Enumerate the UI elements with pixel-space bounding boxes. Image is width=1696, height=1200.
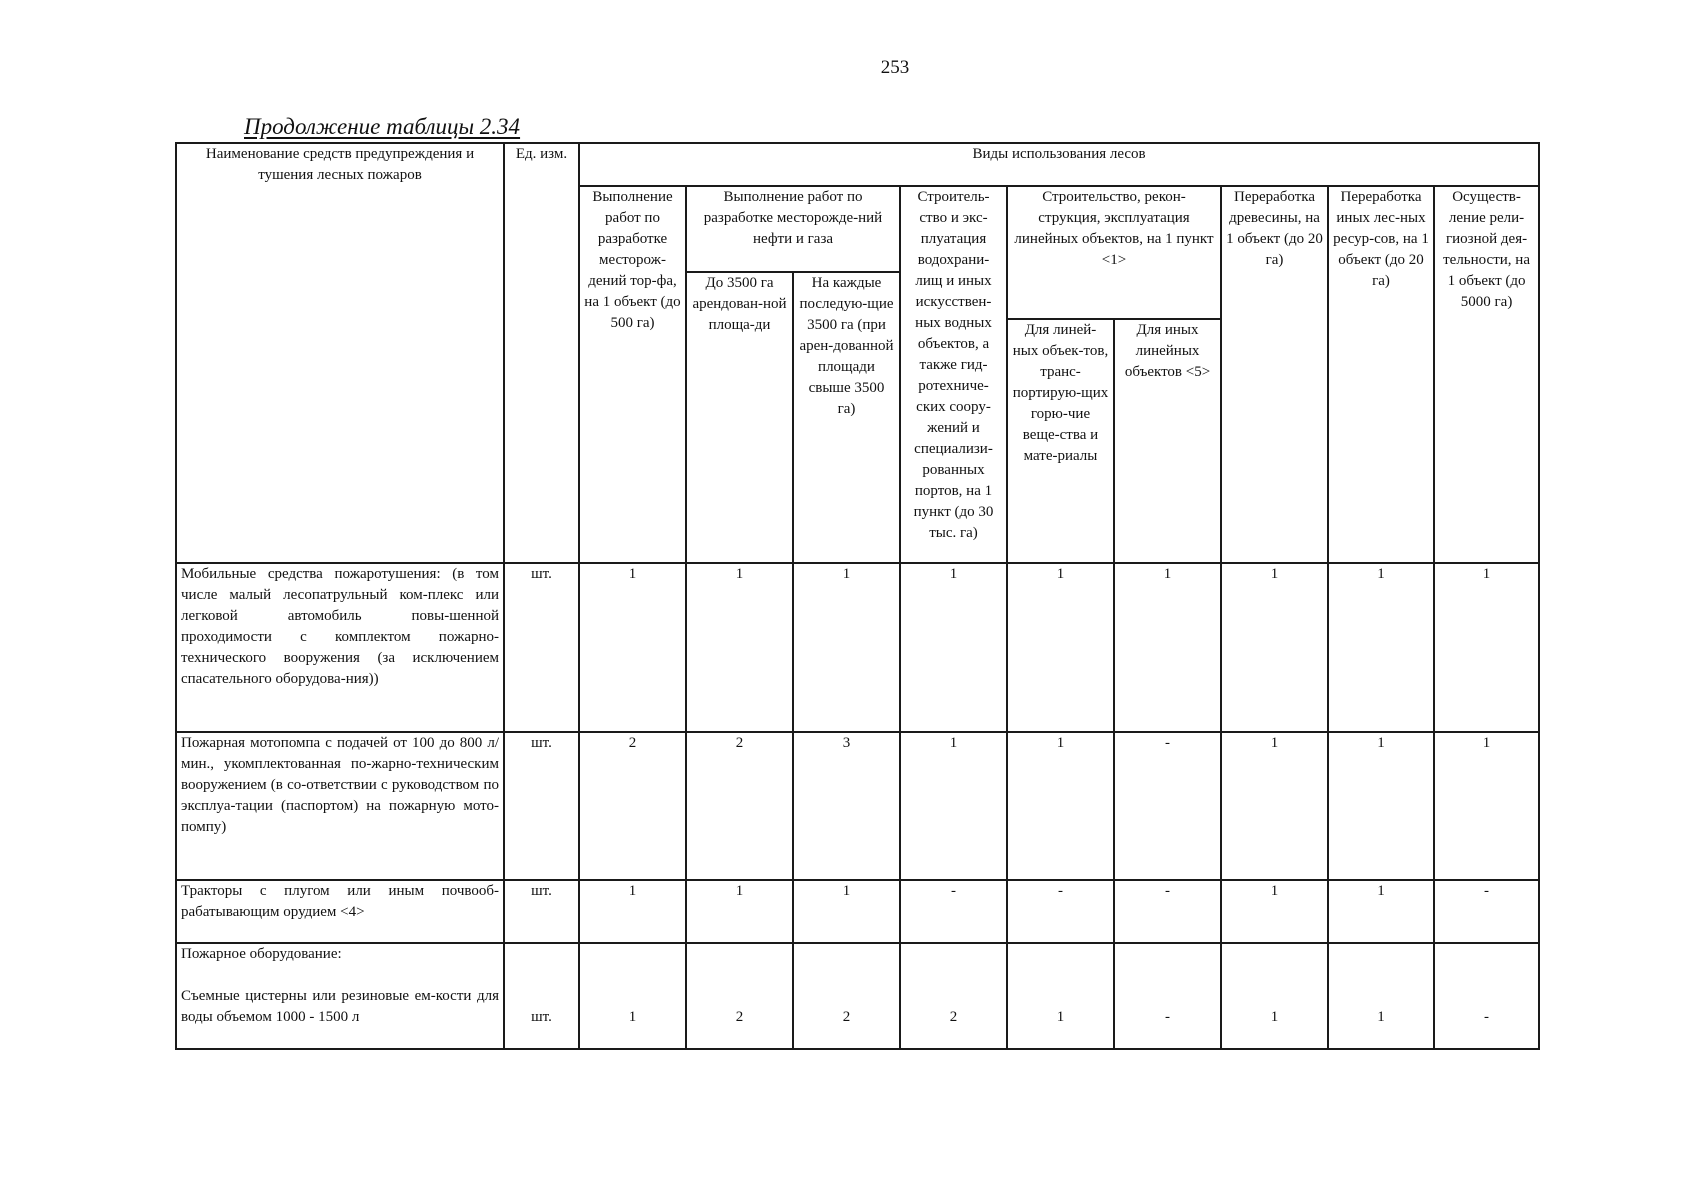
cell-value: 1: [1114, 563, 1221, 732]
cell-value-text: 2: [949, 1009, 958, 1025]
row-unit: [504, 943, 579, 1049]
row-group-heading: Пожарное оборудование:: [181, 946, 342, 962]
cell-value: 1: [1221, 880, 1328, 943]
cell-value: [1328, 943, 1434, 1049]
cell-value: 1: [793, 563, 900, 732]
cell-value: [1114, 943, 1221, 1049]
row-unit: шт.: [504, 880, 579, 943]
header-oil-gas-each-next-3500: На каждые последую-щие 3500 га (при арен-дованной площади свыше 3500 га): [793, 272, 900, 563]
cell-value-text: 1: [1377, 1009, 1385, 1025]
header-linear-objects: Строительство, рекон-струкция, эксплуатация линейных объектов, на 1 пункт <1>: [1007, 186, 1221, 319]
cell-value: 1: [686, 563, 793, 732]
cell-value: 1: [579, 880, 686, 943]
cell-value: -: [1114, 732, 1221, 880]
row-unit: шт.: [504, 732, 579, 880]
cell-value: [793, 943, 900, 1049]
cell-value: 1: [1434, 732, 1539, 880]
page-number: 253: [880, 57, 910, 78]
table-caption: Продолжение таблицы 2.34: [244, 114, 521, 139]
cell-value: -: [1434, 880, 1539, 943]
cell-value: 1: [579, 563, 686, 732]
row-name: Пожарная мотопомпа с подачей от 100 до 800 л/мин., укомплектованная по-жарно-техническим вооружением (в со-ответствии с руководством по эксплуа-тации (паспортом) на пожарную мото-помпу): [176, 732, 504, 880]
header-linear-fuel-transport: Для линей-ных объек-тов, транс-портирую-щих горю-чие веще-ства и мате-риалы: [1007, 319, 1114, 563]
cell-value-text: 1: [628, 1009, 637, 1025]
cell-value: [686, 943, 793, 1049]
cell-value: 1: [1007, 732, 1114, 880]
cell-value: 1: [1328, 563, 1434, 732]
table-row: [176, 732, 1539, 880]
cell-value-text: 2: [842, 1009, 851, 1025]
cell-value: 1: [1221, 563, 1328, 732]
table-row: [176, 880, 1539, 943]
cell-value: 1: [1221, 732, 1328, 880]
cell-value: 1: [1328, 732, 1434, 880]
cell-value-text: -: [1484, 1009, 1490, 1025]
cell-value-text: 2: [735, 1009, 744, 1025]
table-row: [176, 943, 1539, 1049]
row-name: Тракторы с плугом или иным почвооб-рабатывающим орудием <4>: [176, 880, 504, 943]
cell-value: 1: [900, 732, 1007, 880]
cell-value-text: -: [1165, 1009, 1170, 1025]
table-row: [176, 563, 1539, 732]
cell-value: [1434, 943, 1539, 1049]
cell-value: 1: [1328, 880, 1434, 943]
header-wood-processing: Переработка древесины, на 1 объект (до 20 га): [1221, 186, 1328, 563]
header-other-resources-processing: Переработка иных лес-ных ресур-сов, на 1 объект (до 20 га): [1328, 186, 1434, 563]
header-linear-other: Для иных линейных объектов <5>: [1114, 319, 1221, 563]
cell-value: 1: [1434, 563, 1539, 732]
cell-value: 1: [793, 880, 900, 943]
header-reservoirs-construction: Строитель-ство и экс-плуатация водохрани-лищ и иных искусствен-ных водных объектов, а также гид-ротехниче-ских соору-жений и специализи-рованных портов, на 1 пункт (до 30 тыс. га): [900, 186, 1007, 563]
cell-value: 2: [579, 732, 686, 880]
cell-value: 1: [686, 880, 793, 943]
header-religious-activity: Осуществ-ление рели-гиозной дея-тельности, на 1 объект (до 5000 га): [1434, 186, 1539, 563]
header-forest-use-types: Виды использования лесов: [579, 143, 1539, 186]
cell-value: 1: [900, 563, 1007, 732]
cell-value-text: 1: [1270, 1009, 1279, 1025]
cell-value: -: [1114, 880, 1221, 943]
fire-equipment-table: [175, 142, 1540, 1050]
cell-value-text: 1: [1056, 1009, 1065, 1025]
row-unit: шт.: [504, 563, 579, 732]
header-peat-extraction: Выполнение работ по разработке месторож-дений тор-фа, на 1 объект (до 500 га): [579, 186, 686, 563]
cell-value: 2: [686, 732, 793, 880]
header-unit-column: Ед. изм.: [504, 143, 579, 563]
cell-value: -: [1007, 880, 1114, 943]
header-name-column: Наименование средств предупреждения и тушения лесных пожаров: [176, 143, 504, 563]
header-oil-gas-first-3500: До 3500 га арендован-ной площа-ди: [686, 272, 793, 563]
row-name: [176, 943, 504, 1049]
cell-value: [900, 943, 1007, 1049]
row-name: Мобильные средства пожаротушения: (в том числе малый лесопатрульный ком-плекс или легковой автомобиль повы-шенной проходимости с комплектом пожарно-технического вооружения (за исключением спасательного оборудова-ния)): [176, 563, 504, 732]
row-name-text: Съемные цистерны или резиновые ем-кости для воды объемом 1000 - 1500 л: [181, 988, 499, 1025]
cell-value: [1007, 943, 1114, 1049]
header-oil-gas-extraction: Выполнение работ по разработке месторожде-ний нефти и газа: [686, 186, 900, 272]
cell-value: 3: [793, 732, 900, 880]
cell-value: [579, 943, 686, 1049]
cell-value: -: [900, 880, 1007, 943]
row-unit-text: шт.: [531, 1009, 552, 1025]
cell-value: 1: [1007, 563, 1114, 732]
cell-value: [1221, 943, 1328, 1049]
